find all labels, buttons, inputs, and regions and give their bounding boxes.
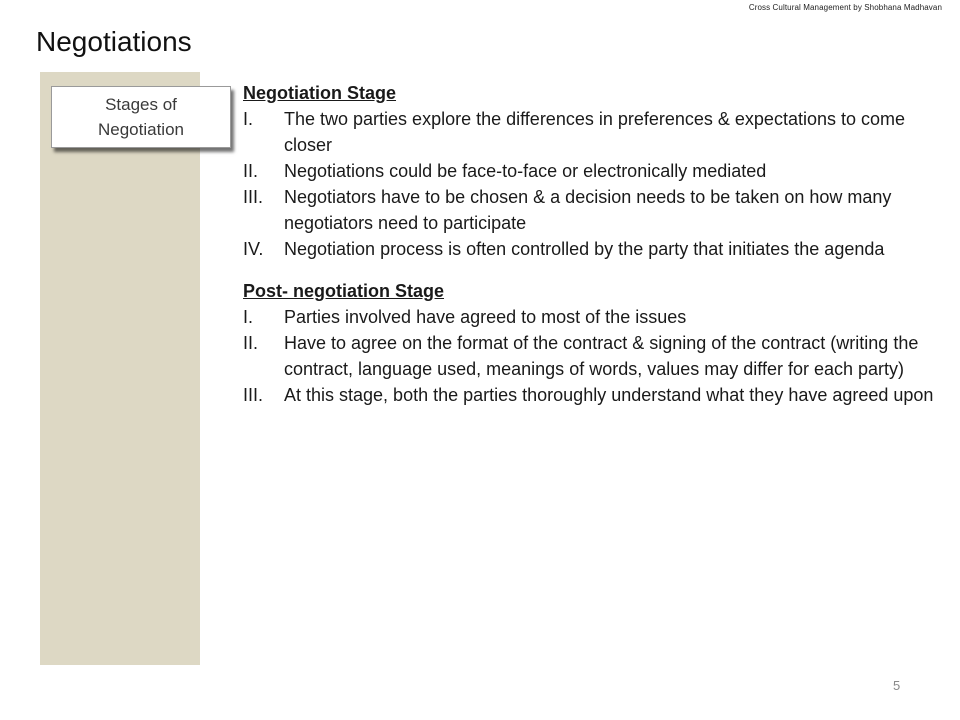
list-item xyxy=(243,382,957,408)
page-number: 5 xyxy=(893,678,901,693)
list-item xyxy=(243,330,957,382)
list-item xyxy=(243,304,957,330)
list-item xyxy=(243,158,957,184)
item-number: III. xyxy=(243,385,264,405)
item-text: Negotiations could be face-to-face or electronically mediated xyxy=(284,161,767,181)
content-area xyxy=(243,80,957,424)
item-number: I. xyxy=(243,307,254,327)
item-number: III. xyxy=(243,187,264,207)
item-text: The two parties explore the differences in preferences & expectations to come closer xyxy=(284,109,906,155)
header-credit: Cross Cultural Management by Shobhana Madhavan xyxy=(748,3,942,12)
item-number: II. xyxy=(243,161,259,181)
list-item xyxy=(243,184,957,236)
item-number: II. xyxy=(243,333,259,353)
slide-title: Negotiations xyxy=(36,26,192,57)
stage-list xyxy=(243,106,957,262)
item-number: IV. xyxy=(243,239,264,259)
post-negotiation-stage-section xyxy=(243,278,957,408)
item-text: Negotiation process is often controlled by the party that initiates the agenda xyxy=(284,239,885,259)
list-item xyxy=(243,106,957,158)
negotiation-stage-section xyxy=(243,80,957,262)
item-text: At this stage, both the parties thoroughly understand what they have agreed upon xyxy=(284,385,934,405)
item-text: Negotiators have to be chosen & a decision needs to be taken on how many negotiators need to participate xyxy=(284,187,892,233)
side-panel xyxy=(40,72,200,665)
item-text: Parties involved have agreed to most of the issues xyxy=(284,307,687,327)
item-number: I. xyxy=(243,109,254,129)
stage-list xyxy=(243,304,957,408)
stage-heading: Post- negotiation Stage xyxy=(243,281,445,301)
list-item xyxy=(243,236,957,262)
stage-heading: Negotiation Stage xyxy=(243,83,397,103)
section-tag: Stages of Negotiation xyxy=(51,86,231,148)
item-text: Have to agree on the format of the contract & signing of the contract (writing the contract, language used, meanings of words, values may differ for each party) xyxy=(284,333,919,379)
